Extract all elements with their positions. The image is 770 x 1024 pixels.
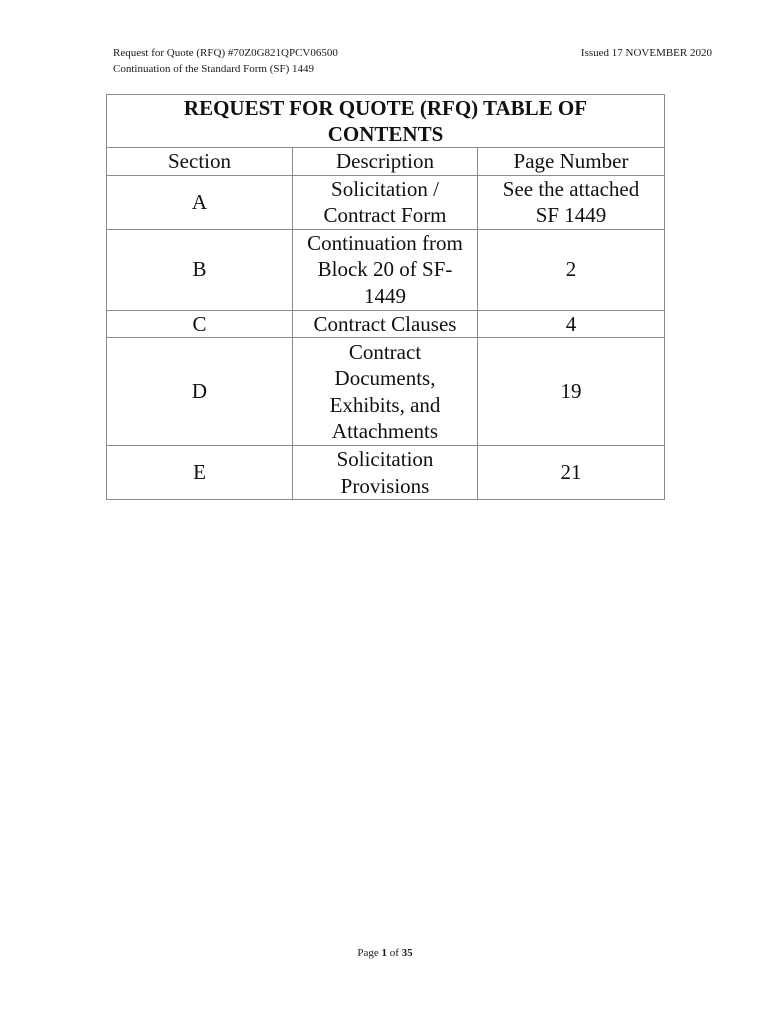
table-title: REQUEST FOR QUOTE (RFQ) TABLE OF CONTENTS [107, 95, 665, 148]
page-label: Page [357, 947, 382, 959]
table-row [107, 175, 665, 229]
description-cell: Solicitation / Contract Form [293, 175, 478, 229]
rfq-number-line: Request for Quote (RFQ) #70Z0G821QPCV06500 [113, 47, 338, 59]
issue-date: Issued 17 NOVEMBER 2020 [580, 47, 712, 59]
description-cell: Solicitation Provisions [293, 446, 478, 500]
section-cell: C [107, 310, 293, 338]
column-header-description: Description [293, 148, 478, 176]
page-cell: 19 [478, 338, 665, 446]
table-of-contents [106, 94, 665, 500]
table-header-row [107, 148, 665, 176]
table-row [107, 229, 665, 310]
table-row [107, 338, 665, 446]
page-cell: 21 [478, 446, 665, 500]
section-cell: A [107, 175, 293, 229]
running-header-left [113, 45, 338, 77]
page-cell: See the attached SF 1449 [478, 175, 665, 229]
description-cell: Contract Documents, Exhibits, and Attachments [293, 338, 478, 446]
page-footer [0, 947, 770, 959]
continuation-line: Continuation of the Standard Form (SF) 1449 [113, 63, 315, 75]
current-page-number: 1 [381, 947, 387, 959]
page-cell: 2 [478, 229, 665, 310]
column-header-page-number: Page Number [478, 148, 665, 176]
column-header-section: Section [107, 148, 293, 176]
total-pages: 35 [401, 947, 413, 959]
section-cell: E [107, 446, 293, 500]
table-title-row [107, 95, 665, 148]
page-of-label: of [386, 947, 402, 959]
table-row [107, 310, 665, 338]
description-cell: Continuation from Block 20 of SF-1449 [293, 229, 478, 310]
description-cell: Contract Clauses [293, 310, 478, 338]
section-cell: B [107, 229, 293, 310]
page-cell: 4 [478, 310, 665, 338]
table-row [107, 446, 665, 500]
section-cell: D [107, 338, 293, 446]
